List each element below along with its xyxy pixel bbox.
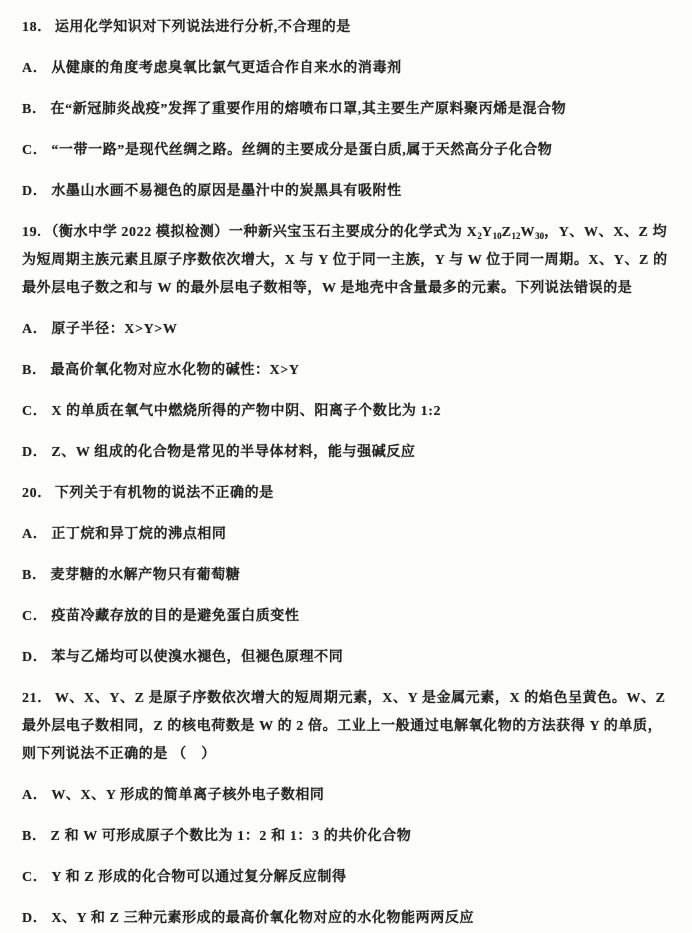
question-20-option-d <box>22 644 670 672</box>
question-stem-text: 运用化学知识对下列说法进行分析,不合理的是 <box>54 20 351 35</box>
formula-subscript: 2 <box>477 231 482 241</box>
question-stem-text: W、X、Y、Z 是原子序数依次增大的短周期元素，X、Y 是金属元素，X 的焰色呈黄色。W、Z 最外层电子数相同，Z 的核电荷数是 W 的 2 倍。工业上一般通过电解氧化物的方法获得 Y 的单质，则下列说法不正确的是 （ ） <box>22 691 666 762</box>
option-label: A． <box>22 527 48 542</box>
option-label: B． <box>22 363 47 378</box>
option-label: B． <box>22 829 47 844</box>
option-text: 麦芽糖的水解产物只有葡萄糖 <box>50 568 241 583</box>
question-20-stem <box>22 480 670 508</box>
question-18-option-a <box>22 55 670 83</box>
option-text: 正丁烷和异丁烷的沸点相同 <box>51 527 227 542</box>
question-21 <box>22 685 670 933</box>
option-label: D． <box>22 184 48 199</box>
option-text: “一带一路”是现代丝绸之路。丝绸的主要成分是蛋白质,属于天然高分子化合物 <box>51 143 553 158</box>
question-19-option-a <box>22 316 670 344</box>
option-text: Z、W 组成的化合物是常见的半导体材料，能与强碱反应 <box>51 445 416 460</box>
question-18-option-d <box>22 178 670 206</box>
formula-element: W <box>520 225 536 240</box>
option-text: X、Y 和 Z 三种元素形成的最高价氧化物对应的水化物能两两反应 <box>51 911 475 926</box>
question-number: 19. <box>22 225 42 240</box>
question-19 <box>22 219 670 467</box>
chemical-formula <box>467 225 545 240</box>
option-label: A． <box>22 788 48 803</box>
formula-subscript: 30 <box>535 231 545 241</box>
question-stem-text-pre: （衡水中学 2022 模拟检测）一种新兴宝玉石主要成分的化学式为 <box>44 225 467 240</box>
question-20-option-c <box>22 603 670 631</box>
formula-element: Z <box>501 225 512 240</box>
question-19-stem <box>22 219 670 303</box>
option-text: 在“新冠肺炎战疫”发挥了重要作用的熔喷布口罩,其主要生产原料聚丙烯是混合物 <box>50 102 567 117</box>
option-label: D． <box>22 445 48 460</box>
question-20-option-a <box>22 521 670 549</box>
question-21-option-b <box>22 823 670 851</box>
option-text: 苯与乙烯均可以使溴水褪色，但褪色原理不同 <box>51 650 344 665</box>
question-19-option-b <box>22 357 670 385</box>
question-number: 20． <box>22 486 52 501</box>
question-21-option-c <box>22 864 670 892</box>
option-label: C． <box>22 404 48 419</box>
question-20 <box>22 480 670 672</box>
question-21-stem <box>22 685 670 769</box>
option-text: Z 和 W 可形成原子个数比为 1：2 和 1：3 的共价化合物 <box>50 829 412 844</box>
option-label: C． <box>22 609 48 624</box>
question-number: 18． <box>22 20 52 35</box>
option-label: D． <box>22 911 48 926</box>
question-stem-text-post: ，Y、W、X、Z 均为短周期主族元素且原子序数依次增大，X 与 Y 位于同一主族，Y 与 W 位于同一周期。X、Y、Z 的最外层电子数之和与 W 的最外层电子数相等，W 是地壳中含量最多的元素。下列说法错误的是 <box>22 225 668 296</box>
option-text: 最高价氧化物对应水化物的碱性：X>Y <box>50 363 300 378</box>
question-18-stem <box>22 14 670 42</box>
option-text: 疫苗冷藏存放的目的是避免蛋白质变性 <box>51 609 300 624</box>
option-label: D． <box>22 650 48 665</box>
option-label: B． <box>22 102 47 117</box>
formula-element: X <box>466 225 478 240</box>
question-20-option-b <box>22 562 670 590</box>
option-text: 水墨山水画不易褪色的原因是墨汁中的炭黑具有吸附性 <box>51 184 402 199</box>
option-label: C． <box>22 870 48 885</box>
option-text: 原子半径：X>Y>W <box>51 322 178 337</box>
option-label: A． <box>22 322 48 337</box>
question-18-option-b <box>22 96 670 124</box>
formula-element: Y <box>481 225 493 240</box>
option-text: Y 和 Z 形成的化合物可以通过复分解反应制得 <box>51 870 347 885</box>
question-18 <box>22 14 670 206</box>
question-19-option-d <box>22 439 670 467</box>
question-number: 21． <box>22 691 52 706</box>
option-label: B． <box>22 568 47 583</box>
formula-subscript: 10 <box>492 231 502 241</box>
question-stem-text: 下列关于有机物的说法不正确的是 <box>54 486 274 501</box>
formula-subscript: 12 <box>511 231 521 241</box>
option-text: W、X、Y 形成的简单离子核外电子数相同 <box>51 788 325 803</box>
option-text: 从健康的角度考虑臭氧比氯气更适合作自来水的消毒剂 <box>51 61 402 76</box>
option-label: C． <box>22 143 48 158</box>
question-21-option-d <box>22 905 670 933</box>
question-21-option-a <box>22 782 670 810</box>
question-19-option-c <box>22 398 670 426</box>
option-label: A． <box>22 61 48 76</box>
question-18-option-c <box>22 137 670 165</box>
option-text: X 的单质在氧气中燃烧所得的产物中阴、阳离子个数比为 1:2 <box>51 404 442 419</box>
